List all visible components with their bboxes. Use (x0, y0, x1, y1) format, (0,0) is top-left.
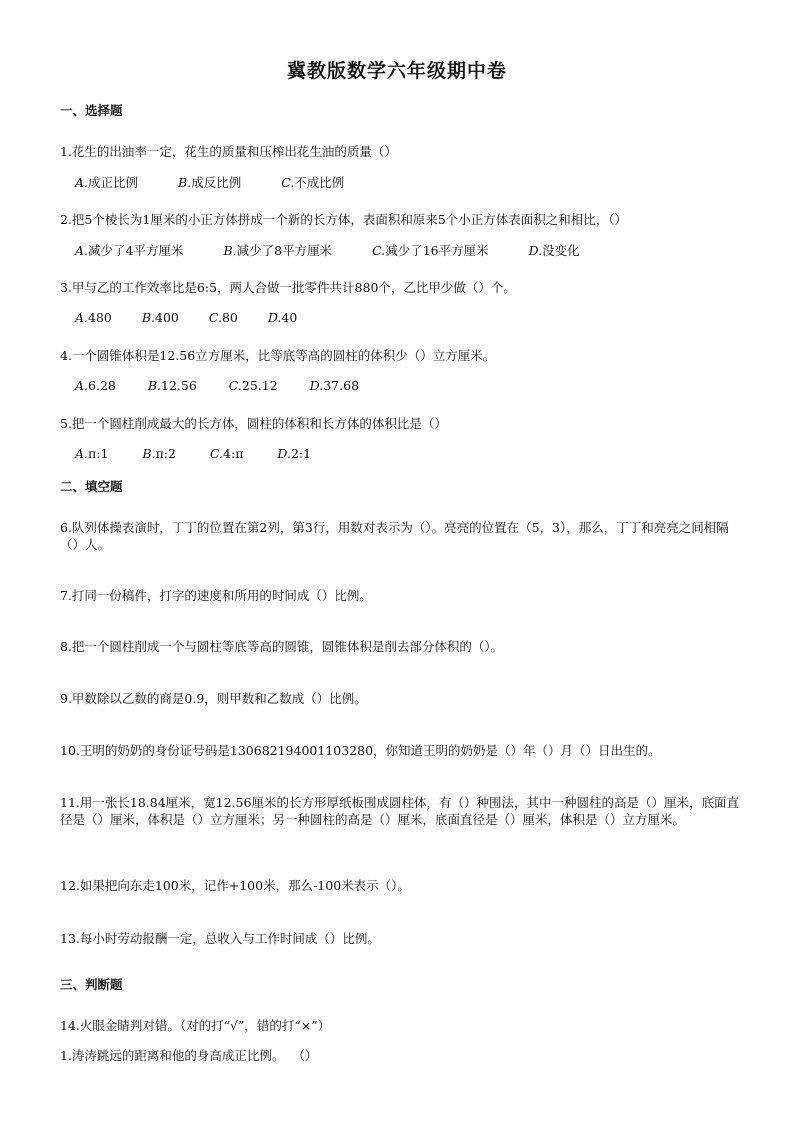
option-a: A.6.28 (75, 378, 116, 393)
option-b: B.12.56 (147, 378, 197, 393)
option-b: B.减少了8平方厘米 (223, 243, 333, 258)
question-1: 1.花生的出油率一定，花生的质量和压榨出花生油的质量（） (60, 144, 397, 159)
question-10: 10.王明的奶奶的身份证号码是130682194001103280，你知道王明的奶奶是（）年（）月（）日出生的。 (60, 743, 661, 758)
question-9: 9.甲数除以乙数的商是0.9，则甲数和乙数成（）比例。 (60, 691, 367, 706)
question-2: 2.把5个棱长为1厘米的小正方体拼成一个新的长方体，表面积和原来5个小正方体表面积之和相比，（） (60, 212, 628, 227)
option-a: A.减少了4平方厘米 (75, 243, 184, 258)
question-5-options (75, 446, 341, 461)
option-a: A.成正比例 (75, 175, 139, 190)
question-5: 5.把一个圆柱削成最大的长方体，圆柱的体积和长方体的体积比是（） (60, 416, 447, 431)
option-d: D.没变化 (528, 243, 580, 258)
option-b: B.π:2 (142, 446, 176, 461)
option-c: C.减少了16平方厘米 (372, 243, 489, 258)
question-4: 4.一个圆锥体积是12.56立方厘米，比等底等高的圆柱的体积少（）立方厘米。 (60, 348, 496, 363)
question-8: 8.把一个圆柱削成一个与圆柱等底等高的圆锥，圆锥体积是削去部分体积的（）。 (60, 639, 504, 654)
option-c: C.不成比例 (281, 175, 345, 190)
option-c: C.4:π (209, 446, 244, 461)
question-4-options (75, 378, 387, 393)
section-heading-choice: 一、选择题 (60, 103, 123, 118)
option-b: B.400 (141, 310, 179, 325)
question-13: 13.每小时劳动报酬一定，总收入与工作时间成（）比例。 (60, 931, 380, 946)
option-c: C.25.12 (228, 378, 278, 393)
option-d: D.2:1 (277, 446, 312, 461)
question-3: 3.甲与乙的工作效率比是6:5，两人合做一批零件共计880个，乙比甲少做（）个。 (60, 280, 516, 295)
option-c: C.80 (208, 310, 238, 325)
exam-title: 冀教版数学六年级期中卷 (286, 60, 507, 82)
section-heading-true-false: 三、判断题 (60, 977, 123, 992)
question-7: 7.打同一份稿件，打字的速度和所用的时间成（）比例。 (60, 588, 372, 603)
question-6: 6.队列体操表演时，丁丁的位置在第2列，第3行，用数对表示为（）。亮亮的位置在（5，3），那么，丁丁和亮亮之间相隔（）人。 (60, 520, 729, 552)
question-12: 12.如果把向东走100米，记作+100米，那么-100米表示（）。 (60, 878, 410, 893)
section-heading-fill-blank: 二、填空题 (60, 479, 123, 494)
option-b: B.成反比例 (178, 175, 242, 190)
judge-item-1: 1.涛涛跳远的距离和他的身高成正比例。 （） (60, 1048, 318, 1063)
question-2-options (75, 241, 616, 259)
option-d: D.37.68 (309, 378, 360, 393)
option-a: A.π:1 (75, 446, 109, 461)
question-1-options (75, 173, 380, 191)
option-a: A.480 (75, 310, 112, 325)
question-3-options (75, 310, 323, 325)
option-d: D.40 (267, 310, 298, 325)
question-11: 11.用一张长18.84厘米，宽12.56厘米的长方形厚纸板围成圆柱体，有（）种围法，其中一种圆柱的高是（）厘米，底面直径是（）厘米，体积是（）立方厘米；另一种圆柱的高是（）厘米，底面直径是（）厘米，体积是（）立方厘米。 (60, 795, 739, 827)
question-14: 14.火眼金睛判对错。（对的打“√”，错的打“×”） (60, 1018, 331, 1033)
